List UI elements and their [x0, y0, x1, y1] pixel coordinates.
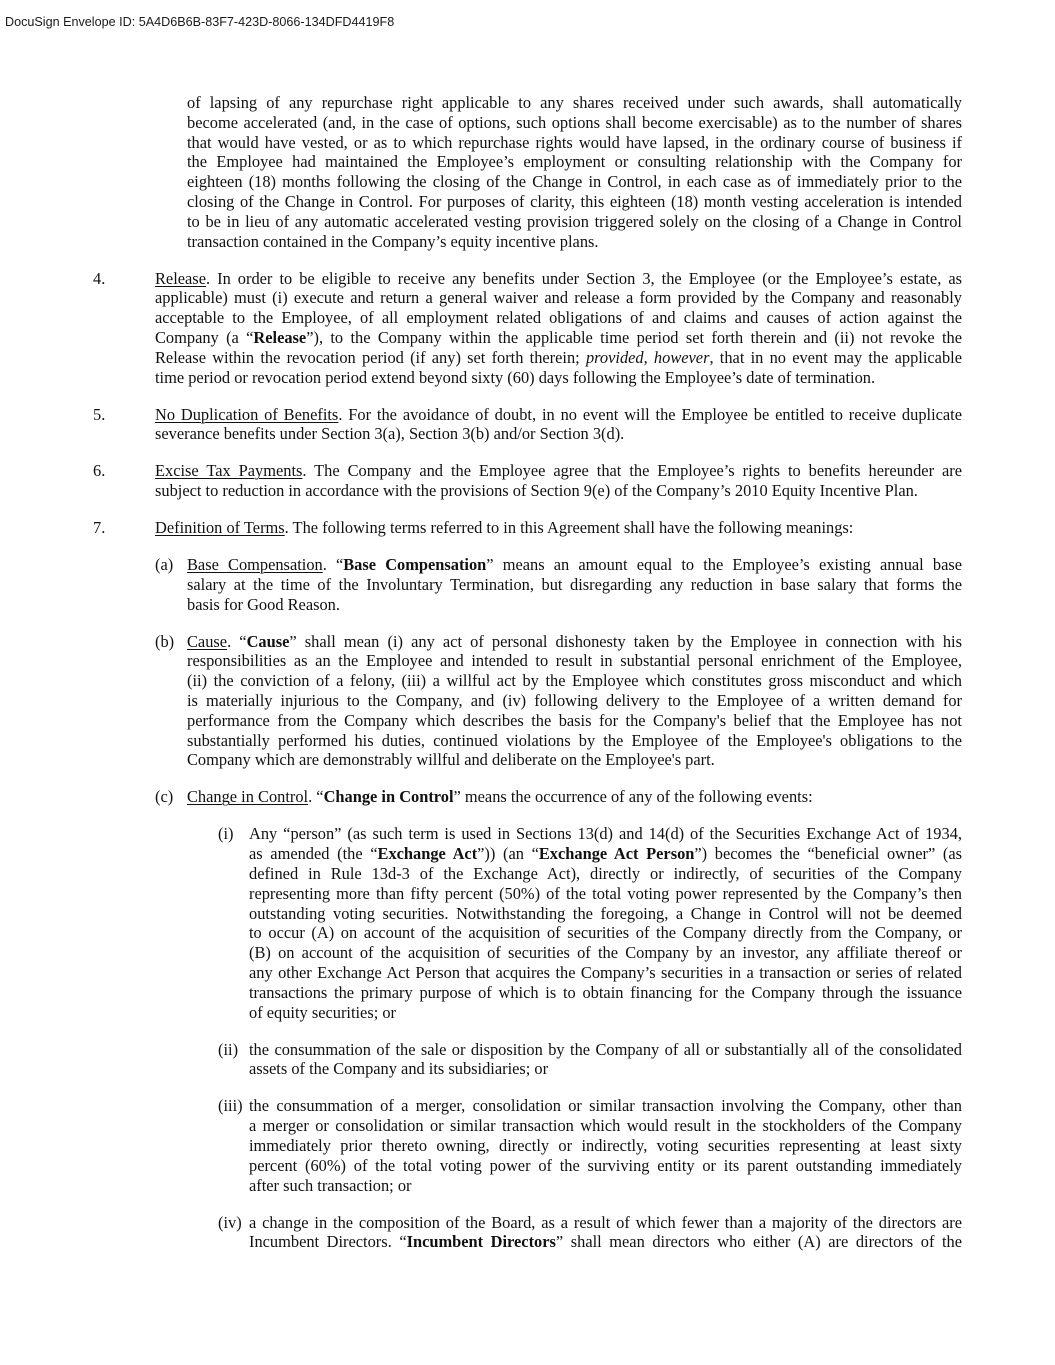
text-line: [249, 1213, 962, 1233]
text-run: Company (a “: [155, 327, 254, 347]
defined-term: Cause: [246, 631, 290, 651]
text-line: [155, 288, 962, 308]
text-run: defined in Rule 13d-3 of the Exchange Act), directly or indirectly, of securities of the Company: [249, 864, 962, 883]
text-run: acceptable to the Employee, of all employment related obligations of and claims and causes of action against the: [155, 308, 962, 328]
text-line: [249, 904, 962, 924]
text-line: [249, 1136, 962, 1156]
text-run: . In order to be eligible to receive any benefits under Section 3, the Employee (or the Employee’s estate, as: [205, 268, 962, 288]
text-line: [249, 1116, 962, 1136]
item-text: [249, 1040, 962, 1080]
item-iii: [0, 1096, 1055, 1195]
text-run: . The Company and the Employee agree that the Employee’s rights to benefits hereunder are: [302, 461, 962, 481]
text-run: a merger or consolidation or similar transaction which would result in the stockholders of the Company: [249, 1116, 962, 1136]
text-run: Incumbent Directors. “: [249, 1232, 407, 1252]
text-run: any other Exchange Act Person that acquires the Company’s securities in a transaction or series of related: [249, 962, 962, 982]
text-run: . “: [322, 555, 344, 575]
text-line: [187, 172, 962, 192]
item-ii: [0, 1040, 1055, 1080]
section-label: 4.: [93, 268, 106, 288]
defined-term: Change in Control: [323, 787, 454, 807]
text-line: [187, 651, 962, 671]
defined-term: Exchange Act Person: [538, 844, 695, 864]
item-text: [249, 1096, 962, 1195]
section-7: [0, 518, 1055, 1252]
text-line: [249, 943, 962, 963]
text-line: [155, 269, 962, 289]
text-run: representing more than fifty percent (50%) of the total voting power represented by the Company’s then: [249, 883, 962, 903]
underlined-heading: No Duplication of Benefits: [155, 404, 339, 424]
text-line: [249, 824, 962, 844]
text-run: to be in lieu of any automatic accelerated vesting provision triggered solely on the closing of a Change in Control: [187, 211, 962, 231]
clause-text: [187, 632, 962, 771]
text-run: ” shall mean directors who either (A) are directors of the: [555, 1232, 962, 1252]
text-run: . “: [227, 631, 247, 651]
text-line: [187, 113, 962, 133]
text-run: the consummation of a merger, consolidation or similar transaction involving the Company, other than: [249, 1096, 962, 1116]
text-run: ”), to the Company within the applicable time period set forth therein and (ii) not revoke the: [306, 327, 962, 347]
text-line: [187, 671, 962, 691]
text-line: [187, 192, 962, 212]
text-run: ” shall mean (i) any act of personal dishonesty taken by the Employee in connection with his: [289, 631, 962, 651]
text-line: [155, 368, 962, 388]
text-line: [155, 518, 962, 538]
item-text: [249, 1213, 962, 1253]
text-line: [155, 328, 962, 348]
clause-c: [0, 787, 1055, 1252]
text-run: performance from the Company which describes the basis for the Company's belief that the Employee has not: [187, 710, 962, 730]
text-line: [249, 1059, 962, 1079]
item-label: (i): [218, 824, 234, 844]
text-run: outstanding voting securities. Notwithstanding the foregoing, a Change in Control will not be deemed: [249, 903, 962, 923]
text-line: [249, 1040, 962, 1060]
text-run: after such transaction; or: [249, 1175, 412, 1195]
section-5: [0, 405, 1055, 445]
text-run: immediately prior thereto owning, directly or indirectly, voting securities representing at least sixty: [249, 1135, 962, 1155]
text-run: . The following terms referred to in this Agreement shall have the following meanings:: [284, 518, 854, 538]
clause-label: (b): [155, 631, 175, 651]
text-line: [249, 844, 962, 864]
defined-term: Incumbent Directors: [406, 1232, 556, 1252]
text-run: ”) becomes the “beneficial owner” (as: [694, 844, 962, 864]
text-line: [187, 731, 962, 751]
text-run: assets of the Company and its subsidiaries; or: [249, 1059, 549, 1079]
text-line: [249, 884, 962, 904]
text-run: to occur (A) on account of the acquisition of securities of the Company directly from the Company, or: [249, 923, 962, 943]
text-run: (ii) the conviction of a felony, (iii) a willful act by the Employee which constitutes gross misconduct and which: [187, 671, 962, 691]
text-run: as amended (the “: [249, 844, 378, 864]
text-line: [249, 963, 962, 983]
text-line: [249, 1003, 962, 1023]
text-line: [187, 93, 962, 113]
section-label: 5.: [93, 404, 106, 424]
text-line: [155, 424, 962, 444]
text-run: eighteen (18) months following the closing of the Change in Control, in each case as of immediately prior to the: [187, 172, 962, 192]
text-line: [187, 595, 962, 615]
section-label: 6.: [93, 461, 106, 481]
text-run: percent (60%) of the total voting power of the surviving entity or its parent outstanding immediately: [249, 1155, 962, 1175]
text-run: time period or revocation period extend beyond sixty (60) days following the Employee’s date of termination.: [155, 367, 876, 387]
text-line: [187, 787, 962, 807]
text-line: [249, 1176, 962, 1196]
text-run: (B) on account of the acquisition of securities of the Company by an investor, any affiliate thereof or: [249, 943, 962, 963]
section-6: [0, 461, 1055, 501]
text-line: [155, 348, 962, 368]
text-line: [187, 711, 962, 731]
text-run: Company which are demonstrably willful and deliberate on the Employee's part.: [187, 750, 715, 770]
text-run: responsibilities as an the Employee and intended to result in substantial personal enrichment of the Employee,: [187, 651, 962, 671]
text-run: ” means the occurrence of any of the following events:: [453, 787, 813, 807]
text-run: ”)) (an “: [477, 844, 539, 864]
text-run: closing of the Change in Control. For purposes of clarity, this eighteen (18) month vesting acceleration is intended: [187, 191, 962, 211]
text-line: [155, 461, 962, 481]
text-run: a change in the composition of the Board, as a result of which fewer than a majority of the directors are: [249, 1212, 962, 1232]
text-run: . For the avoidance of doubt, in no event will the Employee be entitled to receive duplicate: [338, 404, 963, 424]
text-run: severance benefits under Section 3(a), Section 3(b) and/or Section 3(d).: [155, 424, 625, 444]
clause-text: [187, 787, 962, 807]
text-run: salary at the time of the Involuntary Termination, but disregarding any reduction in base salary that forms the: [187, 574, 962, 594]
text-run: transactions the primary purpose of which is to obtain financing for the Company through the issuance: [249, 982, 962, 1002]
text-line: [187, 212, 962, 232]
clause-text: [187, 555, 962, 614]
text-line: [249, 923, 962, 943]
text-run: is materially injurious to the Company, and (iv) following delivery to the Employee of a written demand for: [187, 691, 962, 711]
text-line: [249, 983, 962, 1003]
text-run: subject to reduction in accordance with the provisions of Section 9(e) of the Company’s 2010 Equity Incentive Plan.: [155, 481, 918, 501]
paragraph-text: [187, 93, 962, 251]
clause-a: [0, 555, 1055, 614]
text-line: [187, 575, 962, 595]
text-line: [187, 232, 962, 252]
section-label: 7.: [93, 518, 106, 538]
text-line: [187, 691, 962, 711]
text-run: , that in no event may the applicable: [709, 347, 962, 367]
clause-label: (c): [155, 787, 174, 807]
item-label: (ii): [218, 1039, 239, 1059]
text-run: applicable) must (i) execute and return a general waiver and release a form provided by the Company and reasonably: [155, 288, 962, 308]
text-line: [187, 555, 962, 575]
underlined-heading: Base Compensation: [187, 555, 323, 575]
text-run: Any “person” (as such term is used in Sections 13(d) and 14(d) of the Securities Exchange Act of 1934,: [249, 824, 962, 844]
text-line: [249, 1156, 962, 1176]
text-run: . “: [308, 787, 324, 807]
continued-paragraph: [0, 93, 1055, 251]
defined-term: Exchange Act: [377, 844, 478, 864]
text-line: [155, 405, 962, 425]
underlined-heading: Excise Tax Payments: [155, 461, 303, 481]
text-line: [249, 864, 962, 884]
defined-term: Release: [253, 327, 307, 347]
defined-term: Base Compensation: [343, 555, 487, 575]
section-text: [155, 269, 962, 388]
text-run: become accelerated (and, in the case of options, such options shall become exercisable) as to the number of shares: [187, 112, 962, 132]
text-run: of equity securities; or: [249, 1002, 397, 1022]
text-run: ” means an amount equal to the Employee’s existing annual base: [486, 555, 962, 575]
text-line: [187, 133, 962, 153]
text-run: substantially performed his duties, continued violations by the Employee of the Employee's obligations to the: [187, 730, 962, 750]
text-run: transaction contained in the Company’s equity incentive plans.: [187, 231, 599, 251]
item-label: (iv): [218, 1212, 242, 1232]
section-4: [0, 269, 1055, 388]
underlined-heading: Change in Control: [187, 787, 309, 807]
text-run: that would have vested, or as to which repurchase rights would have lapsed, in the ordinary course of business if: [187, 132, 962, 152]
text-line: [187, 632, 962, 652]
section-text: [155, 518, 962, 538]
text-run: of lapsing of any repurchase right applicable to any shares received under such awards, shall automatically: [187, 93, 962, 112]
italic-text: provided, however: [585, 347, 710, 367]
text-run: Release within the revocation period (if any) set forth therein;: [155, 347, 586, 367]
item-iv: [0, 1213, 1055, 1253]
item-text: [249, 824, 962, 1022]
clause-b: [0, 632, 1055, 771]
text-run: the consummation of the sale or disposition by the Company of all or substantially all of the consolidated: [249, 1039, 962, 1059]
text-line: [249, 1096, 962, 1116]
item-i: [0, 824, 1055, 1022]
section-text: [155, 461, 962, 501]
text-line: [187, 152, 962, 172]
underlined-heading: Cause: [187, 631, 228, 651]
text-line: [155, 481, 962, 501]
text-run: basis for Good Reason.: [187, 594, 340, 614]
text-line: [249, 1232, 962, 1252]
item-label: (iii): [218, 1096, 243, 1116]
text-line: [155, 308, 962, 328]
text-line: [187, 750, 962, 770]
text-run: the Employee had maintained the Employee’s employment or consulting relationship with the Company for: [187, 152, 962, 172]
underlined-heading: Definition of Terms: [155, 518, 285, 538]
envelope-id-header: DocuSign Envelope ID: 5A4D6B6B-83F7-423D-8066-134DFD4419F8: [5, 15, 395, 29]
clause-label: (a): [155, 555, 174, 575]
section-text: [155, 405, 962, 445]
document-body: [0, 93, 1055, 1252]
underlined-heading: Release: [155, 268, 206, 288]
